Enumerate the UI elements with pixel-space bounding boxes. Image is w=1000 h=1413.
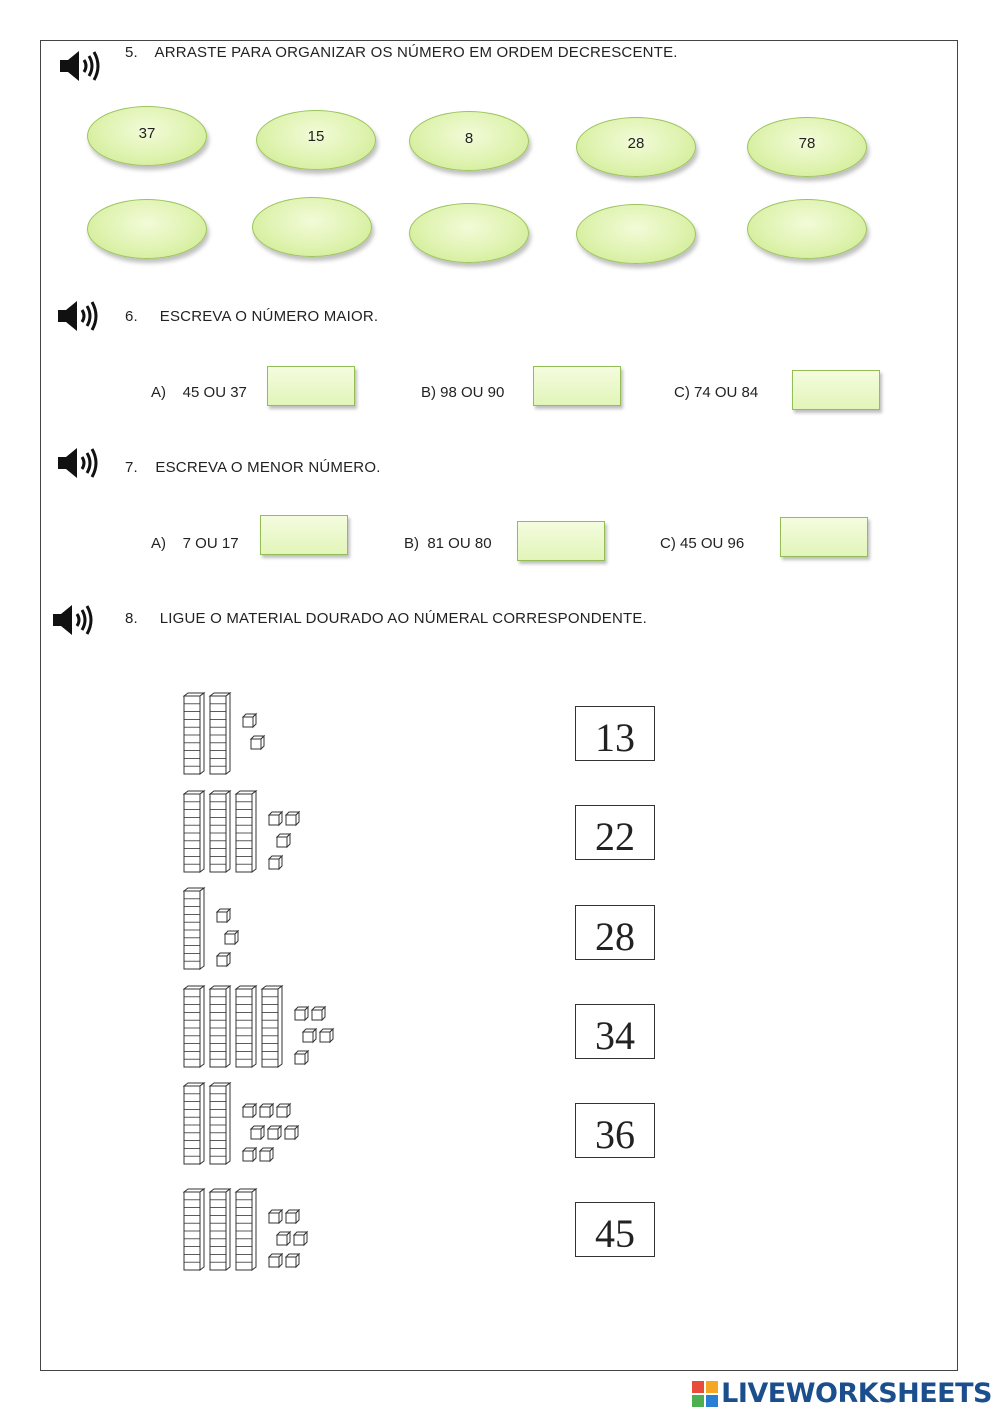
q6-answer-c-input[interactable] [792,370,880,410]
drag-number-oval[interactable] [576,117,696,177]
q7-answer-c-input[interactable] [780,517,868,557]
ten-rod [210,693,230,774]
ten-rod [184,791,204,872]
unit-cube [312,1007,325,1020]
question-6-title: 6. ESCREVA O NÚMERO MAIOR. [125,308,379,325]
drop-slot-oval[interactable] [409,203,529,263]
ten-rod [184,986,204,1067]
unit-cube [269,1210,282,1223]
speaker-icon[interactable] [51,603,97,637]
unit-cube [268,1126,281,1139]
unit-cube [294,1232,307,1245]
unit-cube [243,714,256,727]
q7-answer-a-input[interactable] [260,515,348,555]
oval-number: 28 [627,135,645,152]
oval-number: 37 [138,125,156,142]
unit-cube [277,834,290,847]
ten-rod [210,1083,230,1164]
unit-cube [285,1126,298,1139]
oval-number: 15 [307,128,325,145]
unit-cube [320,1029,333,1042]
ten-rod [184,693,204,774]
ten-rod [210,1189,230,1270]
unit-cube [243,1104,256,1117]
drop-slot-oval[interactable] [252,197,372,257]
unit-cube [295,1051,308,1064]
ten-rod [262,986,282,1067]
oval-number: 78 [798,135,816,152]
brand-name: LIVEWORKSHEETS [721,1378,992,1409]
speaker-icon[interactable] [58,49,104,83]
numeral-box[interactable]: 13 [575,706,655,761]
drag-number-oval[interactable] [747,117,867,177]
base-ten-blocks[interactable] [183,985,343,1069]
q7-item-c-label: C) 45 OU 96 [660,535,745,552]
unit-cube [295,1007,308,1020]
ten-rod [184,888,204,969]
q6-answer-a-input[interactable] [267,366,355,406]
unit-cube [286,812,299,825]
base-ten-blocks[interactable] [183,887,343,971]
numeral-box[interactable]: 36 [575,1103,655,1158]
unit-cube [251,736,264,749]
q6-item-a-label: A) 45 OU 37 [151,384,247,401]
unit-cube [269,812,282,825]
oval-number: 8 [464,130,474,147]
unit-cube [286,1210,299,1223]
q7-item-a-label: A) 7 OU 17 [151,535,239,552]
unit-cube [269,856,282,869]
drop-slot-oval[interactable] [576,204,696,264]
q7-answer-b-input[interactable] [517,521,605,561]
ten-rod [184,1189,204,1270]
liveworksheets-logo [692,1378,992,1409]
ten-rod [236,1189,256,1270]
ten-rod [210,986,230,1067]
speaker-icon[interactable] [56,446,102,480]
unit-cube [277,1104,290,1117]
numeral-box[interactable]: 28 [575,905,655,960]
drop-slot-oval[interactable] [87,199,207,259]
q6-answer-b-input[interactable] [533,366,621,406]
unit-cube [243,1148,256,1161]
drag-number-oval[interactable] [409,111,529,171]
base-ten-blocks[interactable] [183,692,343,776]
question-8-title: 8. LIGUE O MATERIAL DOURADO AO NÚMERAL CORRESPONDENTE. [125,610,647,627]
base-ten-blocks[interactable] [183,1188,343,1272]
drag-number-oval[interactable] [87,106,207,166]
ten-rod [210,791,230,872]
unit-cube [277,1232,290,1245]
question-5-title: 5. ARRASTE PARA ORGANIZAR OS NÚMERO EM ORDEM DECRESCENTE. [125,44,678,61]
unit-cube [217,909,230,922]
ten-rod [236,791,256,872]
ten-rod [184,1083,204,1164]
drop-slot-oval[interactable] [747,199,867,259]
speaker-icon[interactable] [56,299,102,333]
unit-cube [303,1029,316,1042]
q6-item-b-label: B) 98 OU 90 [421,384,505,401]
unit-cube [260,1148,273,1161]
numeral-box[interactable]: 45 [575,1202,655,1257]
drag-number-oval[interactable] [256,110,376,170]
numeral-box[interactable]: 22 [575,805,655,860]
ten-rod [236,986,256,1067]
unit-cube [286,1254,299,1267]
q6-item-c-label: C) 74 OU 84 [674,384,759,401]
unit-cube [269,1254,282,1267]
liveworksheets-logo-icon [692,1381,718,1407]
unit-cube [225,931,238,944]
base-ten-blocks[interactable] [183,1082,343,1166]
q7-item-b-label: B) 81 OU 80 [404,535,492,552]
unit-cube [260,1104,273,1117]
unit-cube [217,953,230,966]
question-7-title: 7. ESCREVA O MENOR NÚMERO. [125,459,381,476]
numeral-box[interactable]: 34 [575,1004,655,1059]
unit-cube [251,1126,264,1139]
base-ten-blocks[interactable] [183,790,343,874]
